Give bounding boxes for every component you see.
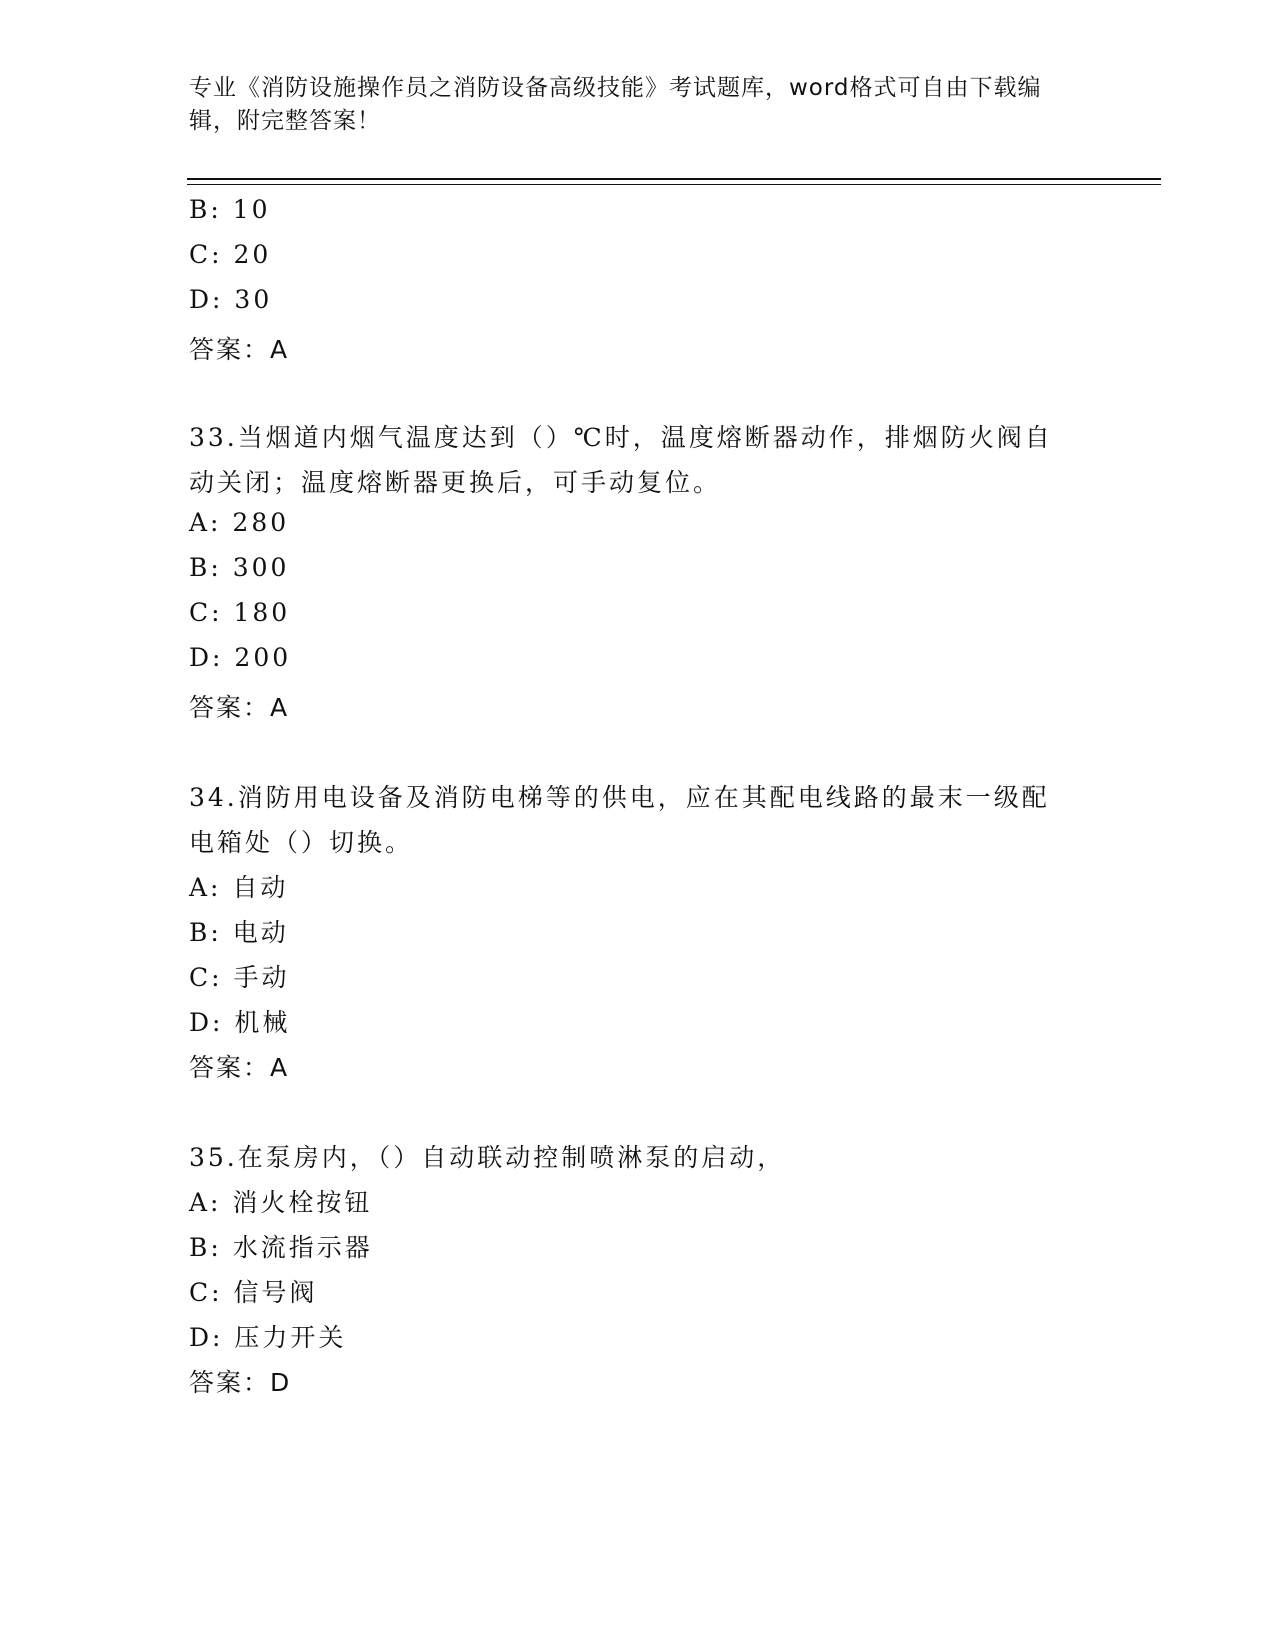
q34-option-d: D: 机械 xyxy=(189,1008,291,1037)
q35-option-b: B: 水流指示器 xyxy=(189,1233,373,1262)
q33-option-c: C: 180 xyxy=(189,598,291,627)
q33-option-a: A: 280 xyxy=(189,508,290,537)
q33-option-b: B: 300 xyxy=(189,553,290,582)
q35-stem-line-1: 35.在泵房内，（）自动联动控制喷淋泵的启动， xyxy=(189,1143,786,1172)
header-divider-thick xyxy=(187,178,1161,180)
q32-option-c: C: 20 xyxy=(189,240,272,269)
header-divider-thin xyxy=(187,184,1161,185)
q33-stem-line-1: 33.当烟道内烟气温度达到（）℃时，温度熔断器动作，排烟防火阀自 xyxy=(189,423,1053,452)
q33-option-d: D: 200 xyxy=(189,643,292,672)
header-line-2: 辑，附完整答案！ xyxy=(189,108,381,134)
q34-stem-line-2: 电箱处（）切换。 xyxy=(189,828,414,857)
q33-answer: 答案：A xyxy=(189,693,290,722)
q32-answer: 答案：A xyxy=(189,335,290,364)
header-note xyxy=(189,72,1089,138)
q34-option-b: B: 电动 xyxy=(189,918,289,947)
q35-option-d: D: 压力开关 xyxy=(189,1323,347,1352)
q32-option-b: B: 10 xyxy=(189,195,271,224)
q35-answer: 答案：D xyxy=(189,1368,292,1397)
q33-stem-line-2: 动关闭；温度熔断器更换后，可手动复位。 xyxy=(189,468,722,497)
q34-option-a: A: 自动 xyxy=(189,873,289,902)
q34-stem-line-1: 34.消防用电设备及消防电梯等的供电，应在其配电线路的最末一级配 xyxy=(189,783,1050,812)
q34-answer: 答案：A xyxy=(189,1053,290,1082)
q35-option-a: A: 消火栓按钮 xyxy=(189,1188,373,1217)
q32-option-d: D: 30 xyxy=(189,285,273,314)
q35-option-c: C: 信号阀 xyxy=(189,1278,318,1307)
header-line-1: 专业《消防设施操作员之消防设备高级技能》考试题库，word格式可自由下载编 xyxy=(189,75,1042,101)
q34-option-c: C: 手动 xyxy=(189,963,290,992)
